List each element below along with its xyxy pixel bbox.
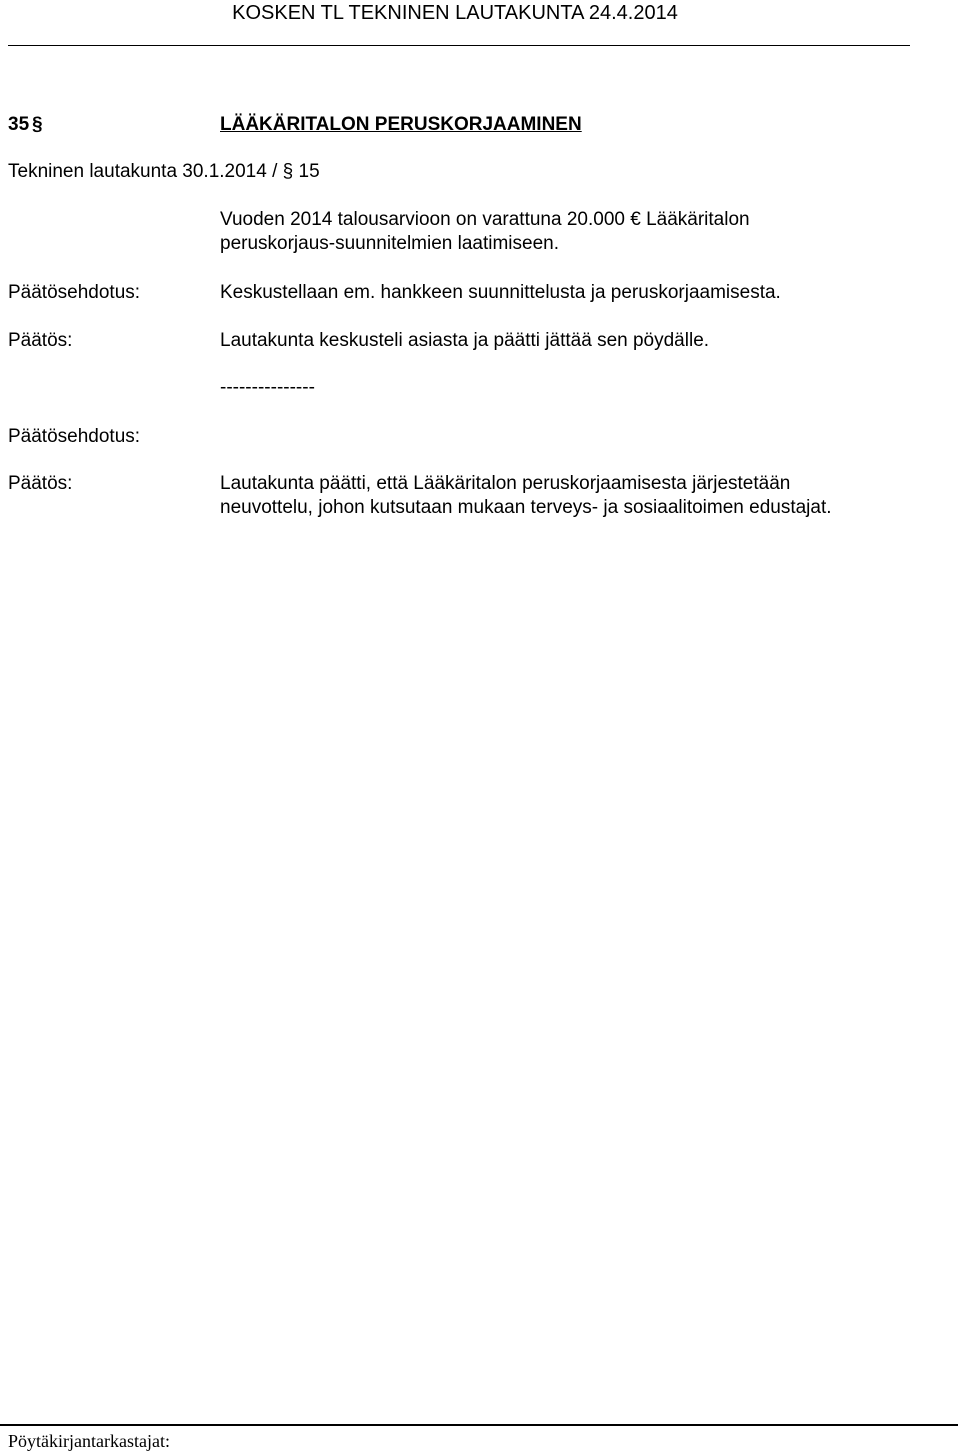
section-number: 35 xyxy=(8,114,30,135)
decision-text-1: Lautakunta keskusteli asiasta ja päätti jättää sen pöydälle. xyxy=(220,330,710,351)
footer-reviewers-label: Pöytäkirjantarkastajat: xyxy=(8,1431,170,1451)
decision-text-2-line-2: neuvottelu, johon kutsutaan mukaan terveys- ja sosiaalitoimen edustajat. xyxy=(220,497,832,518)
intro-line-1: Vuoden 2014 talousarvioon on varattuna 20.000 € Lääkäritalon xyxy=(220,209,750,230)
previous-meeting-reference: Tekninen lautakunta 30.1.2014 / § 15 xyxy=(8,161,320,182)
proposal-label-1: Päätösehdotus: xyxy=(8,282,141,303)
header-divider xyxy=(8,45,910,46)
decision-label-2: Päätös: xyxy=(8,473,73,494)
section-title: LÄÄKÄRITALON PERUSKORJAAMINEN xyxy=(220,114,582,135)
decision-text-2-line-1: Lautakunta päätti, että Lääkäritalon peruskorjaamisesta järjestetään xyxy=(220,473,791,494)
section-sign: § xyxy=(32,114,43,135)
proposal-text-1: Keskustellaan em. hankkeen suunnittelusta ja peruskorjaamisesta. xyxy=(220,282,781,303)
intro-line-2: peruskorjaus-suunnitelmien laatimiseen. xyxy=(220,233,560,254)
page-header-title: KOSKEN TL TEKNINEN LAUTAKUNTA 24.4.2014 xyxy=(232,2,678,24)
footer-divider xyxy=(0,1424,958,1426)
decision-label-1: Päätös: xyxy=(8,330,73,351)
proposal-label-2: Päätösehdotus: xyxy=(8,426,141,447)
separator-dashes: --------------- xyxy=(220,377,315,398)
